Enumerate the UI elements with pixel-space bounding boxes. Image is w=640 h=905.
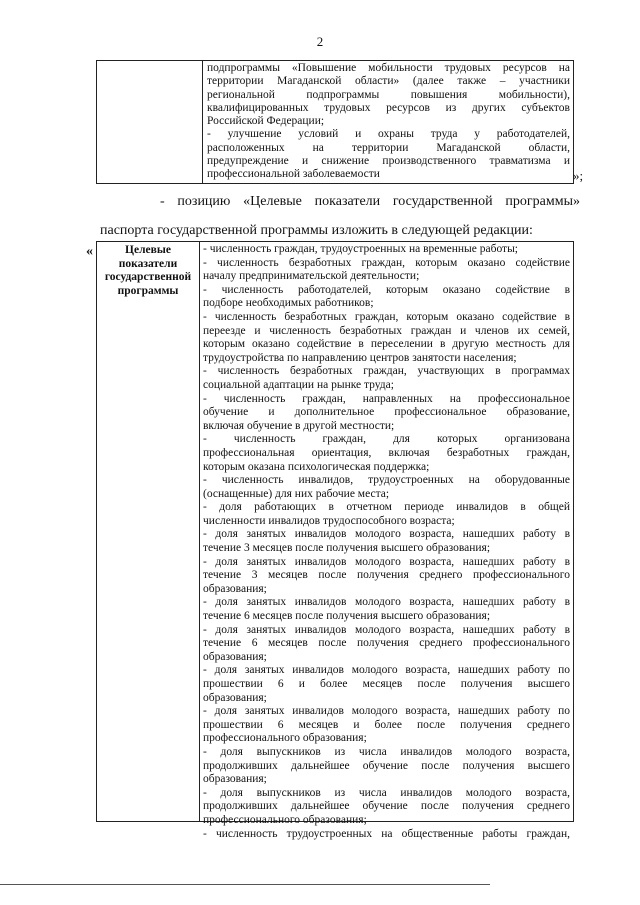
text-line: течение 3 месяцев после получения высшего образования;: [203, 542, 491, 555]
header-line: показатели: [118, 257, 178, 270]
text-line: - численность безработных граждан, которым оказано содействие в: [203, 310, 570, 323]
amendment-paragraph-line-2: паспорта государственной программы изложить в следующей редакции:: [100, 223, 533, 238]
text-line: прошествии 6 месяцев и более после получения среднего: [203, 718, 570, 731]
text-line: региональной подпрограммы повышения мобильности),: [207, 88, 570, 101]
text-line: началу предпринимательской деятельности;: [203, 270, 420, 283]
text-line: - доля занятых инвалидов молодого возраста, нашедших работу по: [203, 705, 570, 718]
closing-quote-mark: »;: [573, 168, 584, 183]
header-line: государственной: [104, 271, 192, 283]
header-line: Целевые: [125, 244, 171, 256]
text-line: обучение и дополнительное профессиональное образование,: [203, 406, 570, 419]
text-line: - доля работающих в отчетном периоде инвалидов в общей: [203, 501, 570, 514]
text-line: профессионального образования;: [203, 813, 367, 826]
text-line: включая обучение в другой местности;: [203, 419, 395, 432]
text-line: трудоустройства по направлению центров занятости населения;: [203, 351, 517, 364]
text-line: предупреждение и снижение производственного травматизма и: [207, 155, 570, 168]
continuation-table-text-cell: [203, 61, 573, 182]
text-line: территории Магаданской области» (далее также – участники: [207, 75, 570, 88]
text-line: прошествии 6 и более месяцев после получения высшего: [203, 678, 570, 690]
text-line: - доля занятых инвалидов молодого возраста, нашедших работу в: [203, 528, 570, 541]
text-line: - численность безработных граждан, которым оказано содействие: [203, 256, 570, 269]
text-line: подборе необходимых работников;: [203, 297, 374, 310]
text-line: образования;: [203, 650, 267, 663]
text-line: которым оказана психологическая поддержка;: [203, 460, 430, 473]
text-line: - численность граждан, для которых организована: [203, 433, 570, 446]
amendment-paragraph-line-1: - позицию «Целевые показатели государственной программы»: [160, 194, 580, 209]
text-line: - доля занятых инвалидов молодого возраста, нашедших работу в: [203, 596, 570, 609]
text-line: образования;: [203, 691, 267, 704]
text-line: которым оказано содействие в переселении в другую местность для: [203, 338, 570, 351]
text-line: - доля выпускников из числа инвалидов молодого возраста,: [203, 745, 570, 758]
text-line: - улучшение условий и охраны труда у работодателей,: [207, 128, 570, 141]
text-line: (оснащенные) для них рабочие места;: [203, 487, 390, 500]
header-line: программы: [117, 284, 179, 297]
text-line: подпрограммы «Повышение мобильности трудовых ресурсов на: [207, 62, 570, 74]
text-line: - численность инвалидов, трудоустроенных на оборудованные: [203, 474, 570, 487]
text-line: - доля занятых инвалидов молодого возраста, нашедших работу в: [203, 555, 570, 568]
text-line: - численность работодателей, которым оказано содействие в: [203, 283, 570, 296]
text-line: течение 6 месяцев после получения среднего профессионального: [203, 637, 570, 650]
text-line: - численность граждан, направленных на профессиональное: [203, 392, 570, 405]
text-line: продолживших дальнейшее обучение после получения среднего: [203, 800, 570, 813]
footer-rule: [0, 884, 490, 885]
text-line: образования;: [203, 773, 267, 786]
target-indicators-list-cell: [200, 242, 573, 841]
text-line: профессиональная ориентация, включая безработных граждан,: [203, 446, 570, 459]
text-line: образования;: [203, 582, 267, 595]
text-line: профессионального образования;: [203, 732, 367, 745]
target-indicators-header-cell: [97, 242, 200, 821]
text-line: Российской Федерации;: [207, 115, 325, 128]
text-line: - численность трудоустроенных на общественные работы граждан,: [203, 827, 570, 840]
text-line: расположенных на территории Магаданской области,: [207, 141, 570, 154]
text-line: - доля выпускников из числа инвалидов молодого возраста,: [203, 786, 570, 799]
continuation-table-left-cell: [97, 61, 203, 183]
text-line: продолживших дальнейшее обучение после получения высшего: [203, 759, 570, 772]
page-number: 2: [316, 34, 324, 49]
text-line: переезде и численность безработных граждан и членов их семей,: [203, 324, 570, 337]
text-line: - численность безработных граждан, участвующих в программах: [203, 365, 570, 378]
text-line: численности инвалидов трудоспособного возраста;: [203, 514, 455, 527]
text-line: - численность граждан, трудоустроенных на временные работы;: [203, 243, 519, 255]
text-line: квалифицированных трудовых ресурсов из других субъектов: [207, 101, 570, 114]
target-indicators-table: [96, 241, 574, 840]
text-line: профессиональной заболеваемости: [207, 168, 380, 181]
text-line: - доля занятых инвалидов молодого возраста, нашедших работу по: [203, 664, 570, 677]
text-line: течение 6 месяцев после получения высшего образования;: [203, 610, 491, 623]
text-line: течение 3 месяцев после получения среднего профессионального: [203, 569, 570, 582]
continuation-table: [96, 60, 574, 184]
opening-quote-mark: «: [86, 244, 93, 259]
text-line: социальной адаптации на рынке труда;: [203, 378, 394, 391]
text-line: - доля занятых инвалидов молодого возраста, нашедших работу в: [203, 623, 570, 636]
